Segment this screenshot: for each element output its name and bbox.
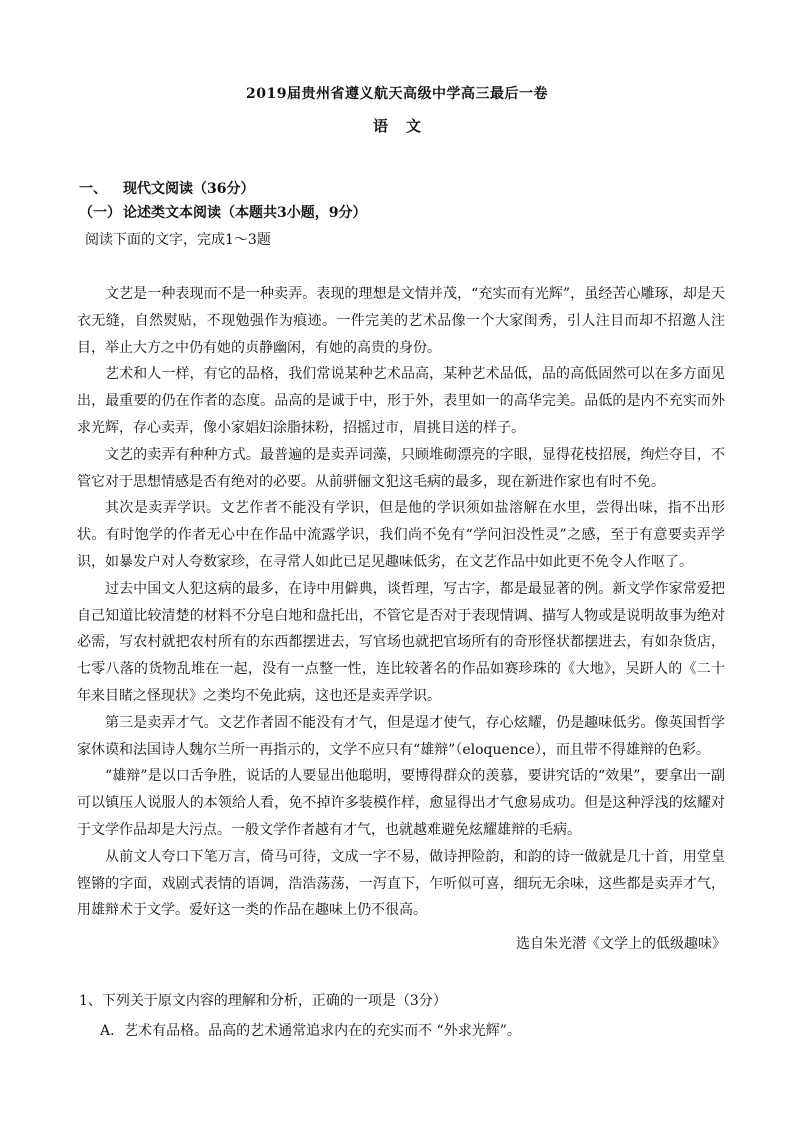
section-label: 现代文阅读（36分） bbox=[123, 181, 255, 197]
subsection-label: 论述类文本阅读（本题共3小题，9分） bbox=[123, 205, 367, 221]
passage-paragraph: 过去中国文人犯这病的最多，在诗中用僻典，谈哲理，写古字，都是最显著的例。新文学作家常爱把自己知道比较清楚的材料不分皂白地和盘托出，不管它是否对于表现情调、描写人物或是说明故事为绝对必需，写农村就把农村所有的东西都摆进去，写官场也就把官场所有的奇形怪状都摆进去，有如杂货店，七零八落的货物乱堆在一起，没有一点整一性，连比较著名的作品如赛珍珠的《大地》，吴趼人的《二十年来目睹之怪现状》之类均不免此病，这也还是卖弄学识。 bbox=[77, 580, 725, 704]
passage-paragraph: 从前文人夸口下笔万言，倚马可待，文成一字不易，做诗押险韵，和韵的诗一做就是几十首，用堂皇铿锵的字面，戏剧式表情的语调，浩浩荡荡，一泻直下，乍听似可喜，细玩无余味，这些都是卖弄才气，用雄辩术于文学。爱好这一类的作品在趣味上仍不很高。 bbox=[77, 848, 725, 919]
reading-instruction: 阅读下面的文字，完成1～3题 bbox=[85, 232, 271, 248]
section-number: 一、 bbox=[79, 181, 107, 197]
reading-passage bbox=[77, 281, 725, 924]
passage-paragraph: 文艺是一种表现而不是一种卖弄。表现的理想是文情并茂，“充实而有光辉”，虽经苦心雕琢，却是天衣无缝，自然熨贴，不现勉强作为痕迹。一件完美的艺术品像一个大家闺秀，引人注目而却不招邀人注目，举止大方之中仍有她的贞静幽闲，有她的高贵的身份。 bbox=[77, 286, 725, 356]
section-heading bbox=[79, 178, 254, 198]
passage-paragraph: 其次是卖弄学识。文艺作者不能没有学识，但是他的学识须如盐溶解在水里，尝得出味，指不出形状。有时饱学的作者无心中在作品中流露学识，我们尚不免有“学问汩没性灵”之感，至于有意要卖弄学识，如暴发户对人夸数家珍，在寻常人如此已足见趣味低劣，在文艺作品中如此更不免令人作呕了。 bbox=[77, 500, 725, 570]
passage-paragraph: 文艺的卖弄有种种方式。最普遍的是卖弄词藻，只顾堆砌漂亮的字眼，显得花枝招展，绚烂夺目，不管它对于思想情感是否有绝对的必要。从前骈俪文犯这毛病的最多，现在新进作家也有时不免。 bbox=[77, 446, 725, 490]
subsection-number: （一） bbox=[79, 205, 121, 221]
subsection-heading bbox=[79, 202, 366, 222]
subject-heading: 语文 bbox=[372, 117, 439, 135]
passage-source: 选自朱光潜《文学上的低级趣味》 bbox=[516, 936, 726, 952]
passage-paragraph: “雄辩”是以口舌争胜，说话的人要显出他聪明，要博得群众的羡慕，要讲究话的“效果”，要拿出一副可以镇压人说服人的本领给人看，免不掉许多装模作样，愈显得出才气愈易成功。但是这种浮浅的炫耀对于文学作品却是大污点。一般文学作者越有才气，也就越难避免炫耀雄辩的毛病。 bbox=[77, 768, 725, 838]
passage-paragraph: 艺术和人一样，有它的品格，我们常说某种艺术品高，某种艺术品低，品的高低固然可以在多方面见出，最重要的仍在作者的态度。品高的是诚于中，形于外，表里如一的高华完美。品低的是内不充实而外求光辉，存心卖弄，像小家娼妇涂脂抹粉，招摇过市，眉挑目送的样子。 bbox=[77, 366, 725, 436]
page-title: 2019届贵州省遵义航天高级中学高三最后一卷 bbox=[246, 86, 548, 102]
question-option-a: A．艺术有品格。品高的艺术通常追求内在的充实而不 “外求光辉”。 bbox=[100, 1023, 521, 1039]
passage-paragraph: 第三是卖弄才气。文艺作者固不能没有才气，但是逞才使气，存心炫耀，仍是趣味低劣。像英国哲学家休谟和法国诗人魏尔兰所一再指示的，文学不应只有“雄辩”（eloquence），而且带不得雄辩的色彩。 bbox=[77, 714, 725, 758]
question-stem: 1、下列关于原文内容的理解和分析，正确的一项是（3分） bbox=[79, 993, 447, 1009]
